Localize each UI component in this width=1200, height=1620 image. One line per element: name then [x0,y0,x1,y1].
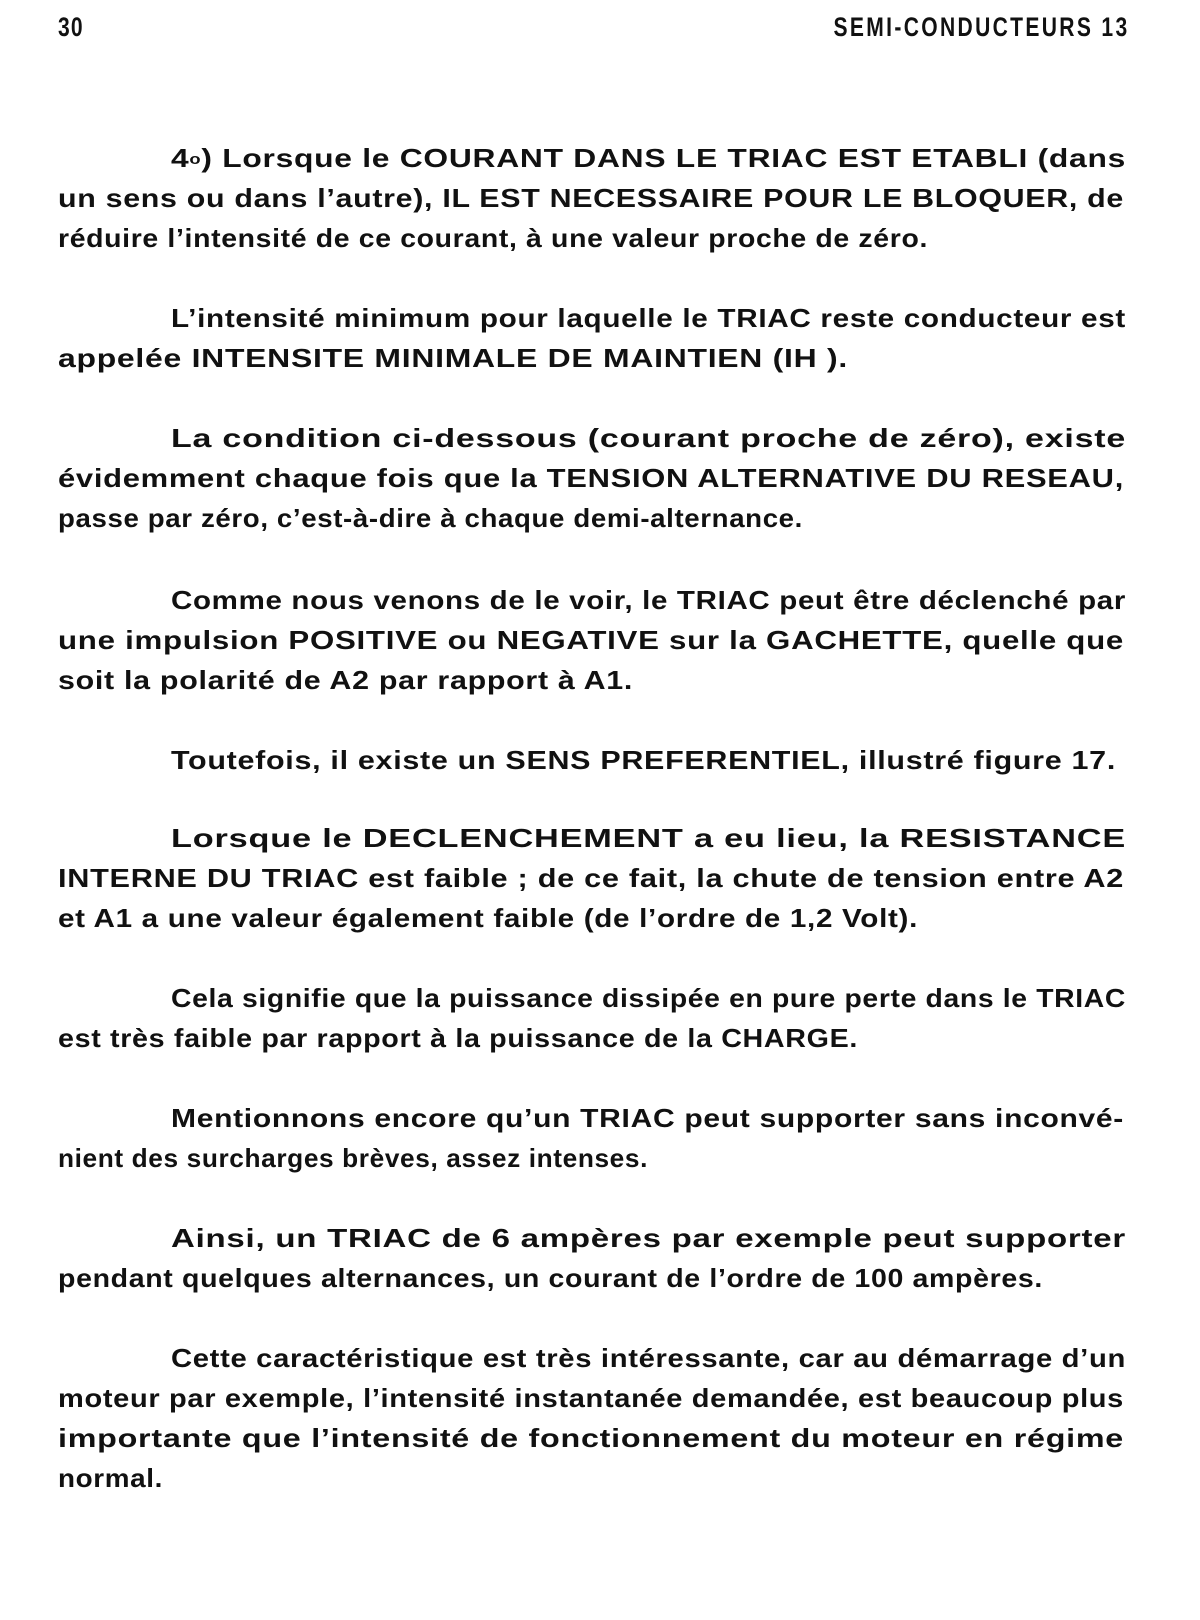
page-header [58,12,1130,48]
line-text: La condition ci-dessous (courant proche de zéro), existe [171,423,1126,453]
line-text: L’intensité minimum pour laquelle le TRIAC reste conducteur est [171,303,1126,333]
text-line [58,580,1124,620]
line-text: INTERNE DU TRIAC est faible ; de ce fait, la chute de tension entre A2 [58,863,1124,893]
text-line [58,620,1124,660]
text-line [58,1458,1124,1498]
line-text: et A1 a une valeur également faible (de l’ordre de 1,2 Volt). [58,903,918,933]
text-line [58,660,1124,700]
line-text: passe par zéro, c’est-à-dire à chaque demi-alternance. [58,503,803,533]
line-text: un sens ou dans l’autre), IL EST NECESSAIRE POUR LE BLOQUER, de [58,183,1124,213]
line-text: évidemment chaque fois que la TENSION ALTERNATIVE DU RESEAU, [58,463,1124,493]
text-line [58,1098,1124,1138]
text-line [58,740,1124,780]
page-number: 30 [58,12,84,42]
text-line [58,898,1124,938]
text-line [58,298,1124,338]
text-line [58,1418,1124,1458]
text-line [58,138,1124,178]
line-text: appelée INTENSITE MINIMALE DE MAINTIEN (IH ). [58,343,848,373]
text-line [58,818,1124,858]
line-text: Mentionnons encore qu’un TRIAC peut supporter sans inconvé- [171,1103,1124,1133]
line-text: Lorsque le DECLENCHEMENT a eu lieu, la RESISTANCE [171,823,1126,853]
paragraph [58,1098,1124,1178]
paragraph [58,298,1124,378]
paragraph [58,740,1124,780]
line-text: Comme nous venons de le voir, le TRIAC peut être déclenché par [171,585,1126,615]
line-text: moteur par exemple, l’intensité instantanée demandée, est beaucoup plus [58,1383,1124,1413]
text-line [58,1258,1124,1298]
line-text: Ainsi, un TRIAC de 6 ampères par exemple peut supporter [171,1223,1126,1253]
text-line [58,978,1124,1018]
text-line [58,498,1124,538]
line-text: réduire l’intensité de ce courant, à une valeur proche de zéro. [58,223,928,253]
degree-sign: o [189,151,202,168]
line-text: soit la polarité de A2 par rapport à A1. [58,665,633,695]
running-title: SEMI-CONDUCTEURS 13 [833,12,1130,42]
text-line [58,858,1124,898]
line-text: normal. [58,1463,163,1493]
text-line [58,418,1124,458]
paragraph [58,1338,1124,1498]
line-text: Toutefois, il existe un SENS PREFERENTIEL, illustré figure 17. [171,745,1116,775]
text-line [58,178,1124,218]
item-number: 4 [171,143,190,173]
text-line [58,1338,1124,1378]
paragraph [58,1218,1124,1298]
paragraph [58,818,1124,938]
text-line [58,1378,1124,1418]
paragraph [58,978,1124,1058]
text-line [58,458,1124,498]
text-line [58,1018,1124,1058]
line-text: est très faible par rapport à la puissance de la CHARGE. [58,1023,859,1053]
text-line [58,1138,1124,1178]
text-line [58,218,1124,258]
paragraph [58,138,1124,258]
line-text: Cette caractéristique est très intéressante, car au démarrage d’un [171,1343,1126,1373]
paragraph [58,418,1124,538]
line-text: pendant quelques alternances, un courant de l’ordre de 100 ampères. [58,1263,1043,1293]
text-line [58,1218,1124,1258]
line-text: nient des surcharges brèves, assez intenses. [58,1143,649,1173]
line-text: Cela signifie que la puissance dissipée en pure perte dans le TRIAC [171,983,1126,1013]
line-text: ) Lorsque le COURANT DANS LE TRIAC EST ETABLI (dans [201,143,1126,173]
paragraph [58,580,1124,700]
line-text: importante que l’intensité de fonctionnement du moteur en régime [58,1423,1124,1453]
text-line [58,338,1124,378]
line-text: une impulsion POSITIVE ou NEGATIVE sur la GACHETTE, quelle que [58,625,1124,655]
